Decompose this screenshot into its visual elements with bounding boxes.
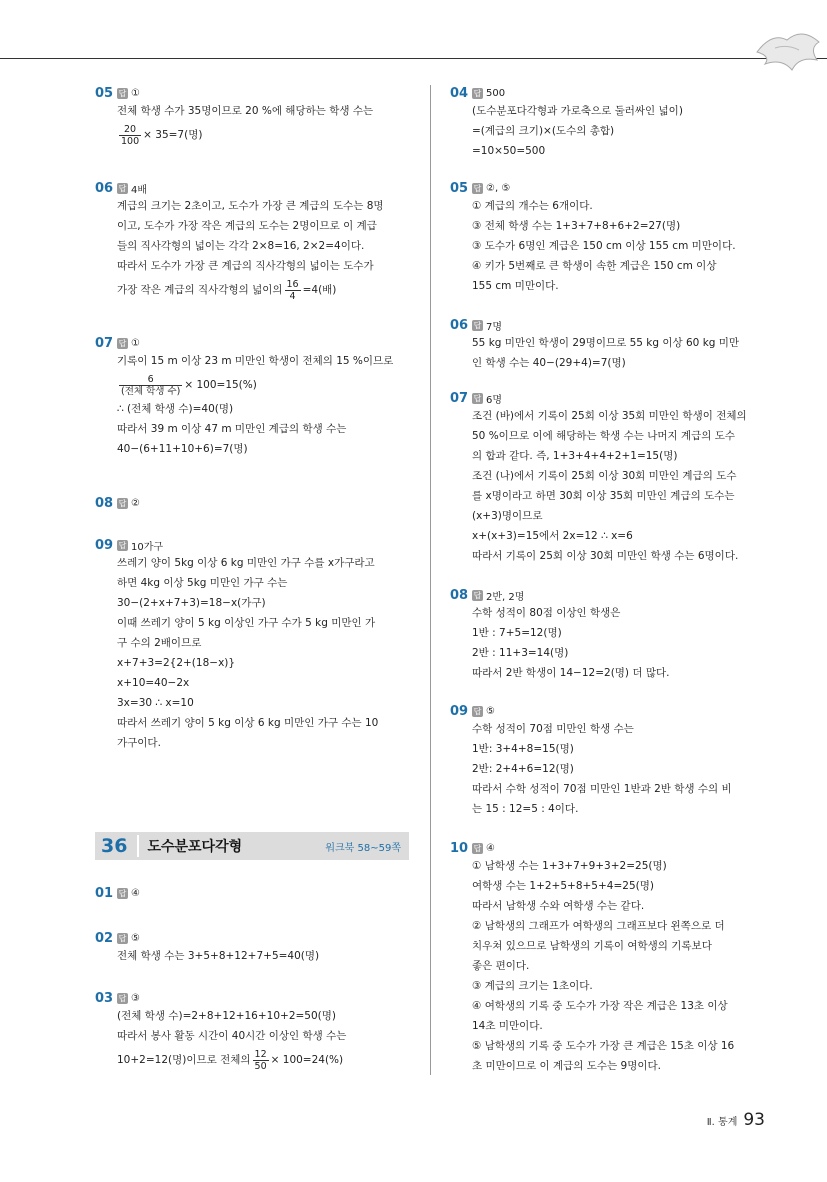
text-line: 이고, 도수가 가장 작은 계급의 도수는 2명이므로 이 계급: [117, 220, 377, 232]
section-title: 도수분포다각형: [147, 839, 243, 855]
text-line: 들의 직사각형의 넓이는 각각 2×8=16, 2×2=4이다.: [117, 240, 365, 252]
text-line: 하면 4kg 이상 5kg 미만인 가구 수는: [117, 577, 288, 589]
text-line: 수학 성적이 70점 미만인 학생 수는: [472, 723, 634, 735]
answer-value: ②: [131, 497, 140, 509]
answer-item: [450, 317, 770, 373]
answer-item: [95, 335, 415, 459]
answer-value: ⑤: [486, 705, 495, 717]
text-line: 따라서 기록이 25회 이상 30회 미만인 학생 수는 6명이다.: [472, 550, 739, 562]
text-line: ∴ (전체 학생 수)=40(명): [117, 403, 234, 415]
text-line: 2반: 2+4+6=12(명): [472, 763, 574, 775]
text-line: 전체 학생 수가 35명이므로 20 %에 해당하는 학생 수는: [117, 105, 374, 117]
answer-item: [450, 587, 770, 683]
answer-value: ④: [486, 842, 495, 854]
answer-value: ①: [131, 337, 140, 349]
answer-icon: 답: [118, 183, 127, 193]
question-number: 03: [95, 990, 114, 1006]
question-number: 07: [450, 390, 469, 406]
text-line: ① 남학생 수는 1+3+7+9+3+2=25(명): [472, 860, 667, 872]
text-line: 따라서 2반 학생이 14−12=2(명) 더 많다.: [472, 667, 670, 679]
text-line: 이때 쓰레기 양이 5 kg 이상인 가구 수가 5 kg 미만인 가: [117, 617, 376, 629]
answer-value: ④: [131, 887, 140, 899]
answer-item: [450, 703, 770, 819]
text-line: 기록이 15 m 이상 23 m 미만인 학생이 전체의 15 %이므로: [117, 355, 394, 367]
answer-value: ③: [131, 992, 140, 1004]
fraction-denominator: 100: [121, 135, 140, 147]
text-line: 1반 : 7+5=12(명): [472, 627, 562, 639]
page-number: 93: [743, 1110, 765, 1130]
text-line: ④ 여학생의 기록 중 도수가 가장 작은 계급은 13초 이상: [472, 1000, 728, 1012]
fraction-numerator: 6: [119, 374, 182, 386]
answer-icon: 답: [473, 706, 482, 716]
answer-icon: 답: [473, 590, 482, 600]
text-line: =10×50=500: [472, 145, 546, 157]
question-number: 06: [450, 317, 469, 333]
answer-value: ①: [131, 87, 140, 99]
text-line: 쓰레기 양이 5kg 이상 6 kg 미만인 가구 수를 x가구라고: [117, 557, 375, 569]
answer-item: [450, 180, 770, 296]
text-line: 구 수의 2배이므로: [117, 637, 202, 649]
text-line: 치우쳐 있으므로 남학생의 기록이 여학생의 기록보다: [472, 940, 712, 952]
question-number: 07: [95, 335, 114, 351]
section-number: 36: [95, 835, 139, 857]
answer-icon: 답: [473, 183, 482, 193]
answer-value: 10가구: [131, 541, 164, 553]
text-line: (도수분포다각형과 가로축으로 둘러싸인 넓이): [472, 105, 683, 117]
chapter-label: Ⅱ. 통계: [706, 1117, 738, 1128]
text-line: 는 15 : 12=5 : 4이다.: [472, 803, 579, 815]
formula-tail: × 100=15(%): [184, 379, 257, 391]
answer-icon: 답: [118, 933, 127, 943]
formula-tail: =4(배): [302, 284, 337, 296]
text-line: 좋은 편이다.: [472, 960, 530, 972]
question-number: 08: [450, 587, 469, 603]
question-number: 06: [95, 180, 114, 196]
answer-value: 4배: [131, 184, 148, 196]
text-line: x+(x+3)=15에서 2x=12 ∴ x=6: [472, 530, 633, 542]
formula-line: [117, 276, 415, 304]
answer-value: 500: [486, 87, 506, 99]
text-line: 따라서 남학생 수와 여학생 수는 같다.: [472, 900, 645, 912]
answer-item: [95, 990, 415, 1074]
answer-value: ②, ⑤: [486, 182, 511, 194]
text-line: (x+3)명이므로: [472, 510, 543, 522]
text-line: 의 합과 같다. 즉, 1+3+4+4+2+1=15(명): [472, 450, 678, 462]
question-number: 02: [95, 930, 114, 946]
question-number: 10: [450, 840, 469, 856]
text-line: 따라서 39 m 이상 47 m 미만인 계급의 학생 수는: [117, 423, 347, 435]
text-prefix: 10+2=12(명)이므로 전체의: [117, 1054, 251, 1066]
question-number: 01: [95, 885, 114, 901]
answer-icon: 답: [473, 88, 482, 98]
text-line: x+7+3=2{2+(18−x)}: [117, 657, 236, 669]
answer-icon: 답: [118, 888, 127, 898]
answer-item: [450, 85, 770, 161]
question-number: 09: [450, 703, 469, 719]
text-line: 조건 (바)에서 기록이 25회 이상 35회 미만인 학생이 전체의: [472, 410, 747, 422]
answer-item: [95, 885, 415, 901]
fraction-denominator: (전체 학생 수): [121, 385, 181, 397]
text-line: ② 남학생의 그래프가 여학생의 그래프보다 왼쪽으로 더: [472, 920, 725, 932]
text-line: 수학 성적이 80점 이상인 학생은: [472, 607, 621, 619]
text-line: (전체 학생 수)=2+8+12+16+10+2=50(명): [117, 1010, 336, 1022]
corner-decoration-icon: [747, 22, 827, 82]
text-line: 따라서 쓰레기 양이 5 kg 이상 6 kg 미만인 가구 수는 10: [117, 717, 379, 729]
fraction-numerator: 16: [286, 278, 299, 290]
text-line: ④ 키가 5번째로 큰 학생이 속한 계급은 150 cm 이상: [472, 260, 717, 272]
formula-tail: × 100=24(%): [270, 1054, 344, 1066]
text-line: 2반 : 11+3=14(명): [472, 647, 569, 659]
formula-line: [117, 121, 415, 149]
text-line: 3x=30 ∴ x=10: [117, 697, 194, 709]
answer-icon: 답: [118, 540, 127, 550]
text-line: ③ 계급의 크기는 1초이다.: [472, 980, 593, 992]
text-line: 30−(2+x+7+3)=18−x(가구): [117, 597, 266, 609]
text-line: 따라서 수학 성적이 70점 미만인 1반과 2반 학생 수의 비: [472, 783, 732, 795]
text-line: 50 %이므로 이에 해당하는 학생 수는 나머지 계급의 도수: [472, 430, 736, 442]
question-number: 04: [450, 85, 469, 101]
text-line: 를 x명이라고 하면 30회 이상 35회 미만인 계급의 도수는: [472, 490, 735, 502]
formula-line: [117, 371, 415, 399]
answer-icon: 답: [473, 393, 482, 403]
text-line: 인 학생 수는 40−(29+4)=7(명): [472, 357, 626, 369]
text-line: 여학생 수는 1+2+5+8+5+4=25(명): [472, 880, 654, 892]
text-line: 40−(6+11+10+6)=7(명): [117, 443, 248, 455]
text-line: 따라서 도수가 가장 큰 계급의 직사각형의 넓이는 도수가: [117, 260, 374, 272]
text-line: 계급의 크기는 2초이고, 도수가 가장 큰 계급의 도수는 8명: [117, 200, 384, 212]
question-number: 05: [95, 85, 114, 101]
answer-value: 7명: [486, 321, 503, 333]
answer-icon: 답: [118, 498, 127, 508]
answer-item: [95, 85, 415, 149]
text-line: ⑤ 남학생의 기록 중 도수가 가장 큰 계급은 15초 이상 16: [472, 1040, 735, 1052]
text-line: 조건 (나)에서 기록이 25회 이상 30회 미만인 계급의 도수: [472, 470, 737, 482]
text-line: 전체 학생 수는 3+5+8+12+7+5=40(명): [117, 950, 320, 962]
text-prefix: 가장 작은 계급의 직사각형의 넓이의: [117, 284, 283, 296]
answer-item: [95, 537, 415, 753]
answer-value: 6명: [486, 394, 503, 406]
answer-item: [95, 930, 415, 966]
text-line: =(계급의 크기)×(도수의 총합): [472, 125, 615, 137]
header-rule: [0, 58, 827, 59]
question-number: 05: [450, 180, 469, 196]
text-line: 55 kg 미만인 학생이 29명이므로 55 kg 이상 60 kg 미만: [472, 337, 740, 349]
text-line: ③ 전체 학생 수는 1+3+7+8+6+2=27(명): [472, 220, 681, 232]
answer-value: 2반, 2명: [486, 591, 525, 603]
text-line: x+10=40−2x: [117, 677, 190, 689]
answer-item: [450, 840, 770, 1076]
answer-item: [95, 495, 415, 511]
fraction-numerator: 12: [254, 1048, 267, 1060]
question-number: 08: [95, 495, 114, 511]
text-line: ③ 도수가 6명인 계급은 150 cm 이상 155 cm 미만이다.: [472, 240, 736, 252]
answer-icon: 답: [118, 338, 127, 348]
answer-icon: 답: [118, 88, 127, 98]
text-line: 따라서 봉사 활동 시간이 40시간 이상인 학생 수는: [117, 1030, 347, 1042]
section-header: [95, 832, 409, 860]
answer-icon: 답: [473, 843, 482, 853]
answer-icon: 답: [118, 993, 127, 1003]
workbook-reference: 워크북 58~59쪽: [325, 842, 401, 854]
text-line: 가구이다.: [117, 737, 161, 749]
answer-icon: 답: [473, 320, 482, 330]
fraction-numerator: 20: [119, 124, 141, 136]
page-footer: [707, 1110, 765, 1130]
text-line: 14초 미만이다.: [472, 1020, 543, 1032]
text-line: ① 계급의 개수는 6개이다.: [472, 200, 593, 212]
text-line: 초 미만이므로 이 계급의 도수는 9명이다.: [472, 1060, 661, 1072]
answer-item: [95, 180, 415, 304]
formula-line: [117, 1046, 415, 1074]
fraction-denominator: 50: [254, 1060, 267, 1072]
text-line: 1반: 3+4+8=15(명): [472, 743, 574, 755]
question-number: 09: [95, 537, 114, 553]
text-line: 155 cm 미만이다.: [472, 280, 559, 292]
column-divider: [430, 85, 431, 1075]
formula-tail: × 35=7(명): [143, 129, 203, 141]
answer-item: [450, 390, 770, 566]
answer-value: ⑤: [131, 932, 140, 944]
fraction-denominator: 4: [289, 290, 296, 302]
